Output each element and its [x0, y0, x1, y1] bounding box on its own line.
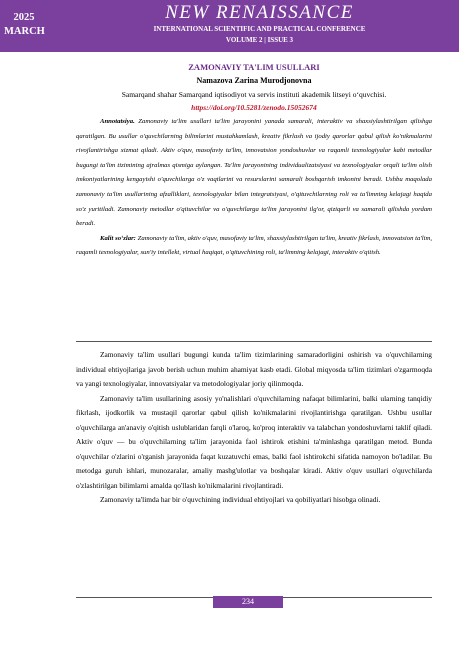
article-body — [76, 348, 432, 508]
body-paragraph: Zamonaviy ta'lim usullari bugungi kunda ta'lim tizimlarining samaradorligini oshirish va o'quvchilarning individual ehtiyojlariga javob berish uchun muhim ahamiyat kasb etadi. Global miqyosda ta'lim tizimlari o'zgarmoqda va yangi texnologiyalar, innovatsiyalar va metodologiyalar joriy qilinmoqda. — [76, 350, 432, 388]
keywords-label: Kalit so‘zlar: — [100, 234, 136, 242]
abstract — [76, 115, 432, 232]
conference-title: NEW RENAISSANCE — [165, 2, 354, 23]
issue-year: 2025 — [13, 12, 35, 23]
doi-link[interactable]: https://doi.org/10.5281/zenodo.15052674 — [191, 103, 317, 112]
body-paragraph: Zamonaviy ta'lim usullarining asosiy yo'nalishlari o'quvchilarning nafaqat bilimlarini, balki ularning tanqidiy fikrlash, ijodkorlik va mustaqil qarorlar qabul qilish ko'nikmalarini rivojlantirishga qaratilgan. Ushbu usullar o'quvchilarga an'anaviy o'qitish uslublaridan farqli o'laroq, ko'proq interaktiv va talabchan yondoshuvlarni taklif qiladi. Aktiv o'quv — bu o'quvchilarning ta'lim jarayonida faol ishtirok etishini ta'minlashga qaratilgan metod. Bunda o'quvchilar o'zlarini o'rganish jarayonida faqat kuzatuvchi emas, balki faol ishtirokchi sifatida namoyon bo'ladilar. Bu metodga guruh ishlari, munozaralar, amaliy mashg'ulotlar va boshqalar kiradi. Aktiv o'quv usullari o'quvchilarda o'zlashtirilgan bilimlarni amalda qo'llash ko'nikmalarini rivojlantiradi. — [76, 393, 432, 490]
abstract-text: Zamonaviy ta'lim usullari ta'lim jarayonini yanada samarali, interaktiv va shaxsiylashtirilgan qilishga qaratilgan. Bu usullar o'quvchilarning bilimlarini mustahkamlash, kreativ fikrlash va ijodiy qarorlar qabul qilish ko'nikmalarini rivojlantirishga xizmat qiladi. Aktiv o'quv, masofaviy ta'lim, innovatsion yondoshuvlar va raqamli texnologiyalar kabi metodlar bugungi ta'lim tizimining ajralmas qismiga aylangan. Ta'lim jarayonining individualizatsiyasi va texnologiyalar orqali ta'lim olish imkoniyatlarining kengayishi o'quvchilarga o'z vaqtlarini va resurslarini samarali boshqarish imkonini beradi. Ushbu maqolada zamonaviy ta'lim usullarining afzalliklari, texnologiyalar bilan integratsiyasi, o'qituvchilarning roli va ta'limning kelajagi haqida so'z yuritiladi. Zamonaviy metodlar o'qituvchilar va o'quvchilarga ta'lim jarayonini ilg'or, qiziqarli va samarali qilishda yordam beradi. — [76, 118, 433, 228]
article-title: ZAMONAVIY TA'LIM USULLARI — [188, 62, 320, 72]
author-affiliation: Samarqand shahar Samarqand iqtisodiyot va servis instituti akademik litseyi o‘quvchisi. — [121, 90, 387, 99]
issue-date — [4, 11, 44, 39]
conference-subtitle: INTERNATIONAL SCIENTIFIC AND PRACTICAL CONFERENCE — [153, 25, 366, 33]
body-paragraph: Zamonaviy ta'limda har bir o'quvchining individual ehtiyojlari va qobiliyatlari hisobga olinadi. — [100, 495, 381, 504]
abstract-label: Annotatsiya. — [100, 118, 135, 125]
keywords — [76, 232, 432, 261]
page-number: 234 — [213, 596, 283, 608]
volume-issue: VOLUME 2 | ISSUE 3 — [225, 36, 294, 44]
section-divider — [76, 341, 432, 342]
article-front-matter — [76, 60, 432, 261]
conference-header-banner — [0, 0, 459, 52]
issue-month: MARCH — [4, 26, 45, 37]
keywords-text: Zamonaviy ta'lim, aktiv o'quv, masofaviy ta'lim, shaxsiylashtirilgan ta'lim, kreativ fikrlash, innovatsion ta'lim, raqamli texnologiyalar, sun'iy intellekt, virtual haqiqat, o'qituvchining roli, ta'limning kelajagi, interaktiv o'qitish. — [76, 234, 433, 257]
article-author: Namazova Zarina Murodjonovna — [196, 76, 312, 85]
